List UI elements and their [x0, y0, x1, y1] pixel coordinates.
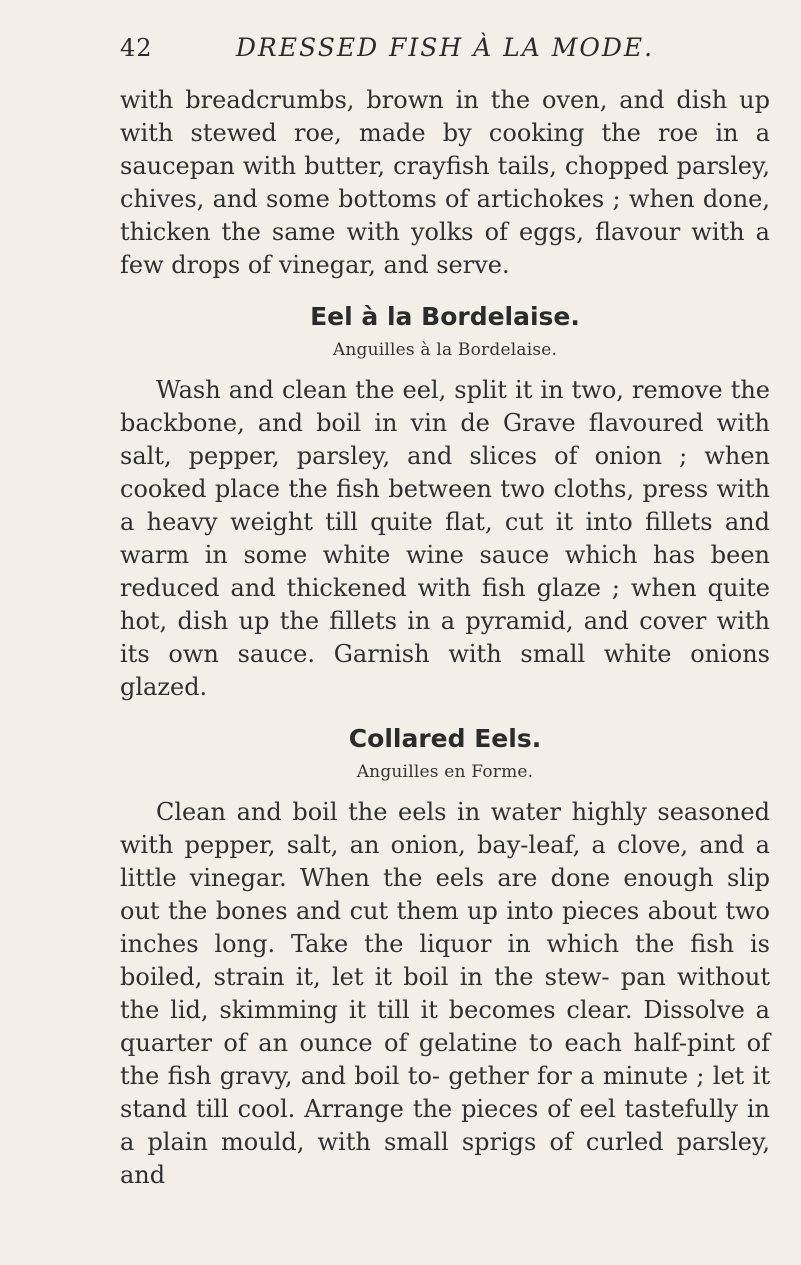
running-head — [120, 26, 770, 70]
intro-paragraph: with breadcrumbs, brown in the oven, and dish up with stewed roe, made by cooking the roe in a saucepan with butter, crayfish tails, chopped parsley, chives, and some bottoms of artichokes ; when done, thicken the same with yolks of eggs, flavour with a few drops of vinegar, and serve. — [120, 86, 770, 279]
recipe-body-collared-eels: Clean and boil the eels in water highly seasoned with pepper, salt, an onion, bay-leaf, a clove, and a little vinegar. When the eels are done enough slip out the bones and cut them up into pieces about two inches long. Take the liquor in which the fish is boiled, strain it, let it boil in the stew- pan without the lid, skimming it till it becomes clear. Dissolve a quarter of an ounce of gelatine to each half-pint of the fish gravy, and boil to- gether for a minute ; let it stand till cool. Arrange the pieces of eel tastefully in a plain mould, with small sprigs of curled parsley, and — [120, 798, 770, 1189]
page-number: 42 — [120, 34, 153, 62]
recipe-title-collared-eels: Collared Eels. — [348, 724, 542, 753]
book-page — [120, 26, 770, 1192]
recipe-title-eel-bordelaise: Eel à la Bordelaise. — [310, 302, 580, 331]
recipe-subtitle-eel-bordelaise: Anguilles à la Bordelaise. — [332, 340, 558, 360]
recipe-body-eel-bordelaise: Wash and clean the eel, split it in two, remove the backbone, and boil in vin de Grave flavoured with salt, pepper, parsley, and slices of onion ; when cooked place the fish between two cloths, press with a heavy weight till quite flat, cut it into fillets and warm in some white wine sauce which has been reduced and thickened with fish glaze ; when quite hot, dish up the fillets in a pyramid, and cover with its own sauce. Garnish with small white onions glazed. — [120, 376, 770, 701]
recipe-subtitle-collared-eels: Anguilles en Forme. — [356, 762, 534, 782]
running-title: DRESSED FISH À LA MODE. — [235, 33, 655, 62]
